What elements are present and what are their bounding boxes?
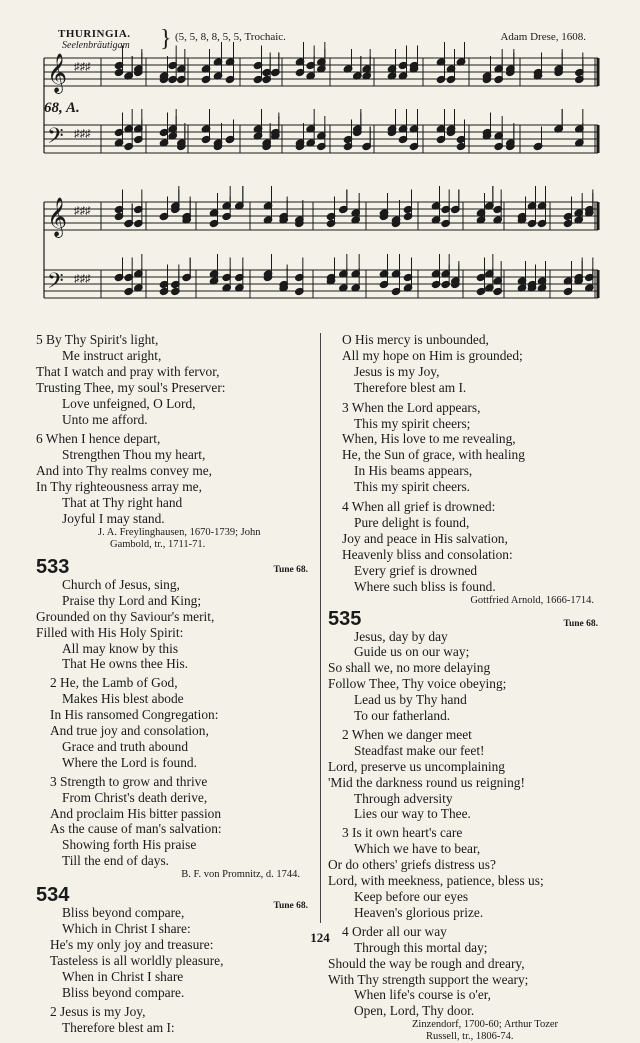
attribution: Gottfried Arnold, 1666-1714. [328, 595, 598, 607]
svg-text:♯♯♯: ♯♯♯ [74, 61, 91, 73]
hymn-number: 534 [36, 885, 308, 905]
verse-line: From Christ's death derive, [36, 790, 308, 806]
verse-line: That at Thy right hand [36, 495, 308, 511]
tune-reference: Tune 68. [564, 617, 599, 633]
verse-line: So shall we, no more delaying [328, 660, 598, 676]
hymn-number: 535 [328, 609, 598, 629]
verse-line: 'Mid the darkness round us reigning! [328, 775, 598, 791]
verse-line: Heavenly bliss and consolation: [328, 547, 598, 563]
verse-line: This my spirit cheers. [328, 479, 598, 495]
verse-line: 4 When all grief is drowned: [328, 499, 598, 515]
attribution: Gambold, tr., 1711-71. [36, 539, 308, 551]
verse-line: Follow Thee, Thy voice obeying; [328, 676, 598, 692]
svg-text:♯♯♯: ♯♯♯ [74, 273, 91, 285]
tune-alt-name: Seelenbräutigam [62, 40, 130, 51]
verse-line: Tasteless is all worldly pleasure, [36, 953, 308, 969]
verse-line: In His ransomed Congregation: [36, 707, 308, 723]
verse-line: Lies our way to Thee. [328, 806, 598, 822]
verse-line: In Thy righteousness array me, [36, 479, 308, 495]
verse-line: Which we have to bear, [328, 841, 598, 857]
verse-line: Therefore blest am I: [36, 1020, 308, 1036]
verse-line: 2 When we danger meet [328, 727, 598, 743]
verse-line: Or do others' griefs distress us? [328, 857, 598, 873]
hymn-number: 533 [36, 557, 308, 577]
verse-line: Lead us by Thy hand [328, 692, 598, 708]
verse-line: Bliss beyond compare, [36, 905, 308, 921]
attribution: J. A. Freylinghausen, 1670-1739; John [36, 527, 308, 539]
verse-line: And into Thy realms convey me, [36, 463, 308, 479]
stanza [328, 629, 598, 724]
verse-line: Joy and peace in His salvation, [328, 531, 598, 547]
verse-line: Grace and truth abound [36, 739, 308, 755]
verse-line: Showing forth His praise [36, 837, 308, 853]
verse-line: Should the way be rough and dreary, [328, 956, 598, 972]
verse-line: Heaven's glorious prize. [328, 905, 598, 921]
verse-line: Therefore blest am I. [328, 380, 598, 396]
attribution: Zinzendorf, 1700-60; Arthur Tozer [328, 1019, 598, 1031]
tune-name: THURINGIA. [58, 28, 131, 40]
verse-line: Through adversity [328, 791, 598, 807]
verse-line: He's my only joy and treasure: [36, 937, 308, 953]
verse-line: Filled with His Holy Spirit: [36, 625, 308, 641]
verse-line: When, His love to me revealing, [328, 431, 598, 447]
attribution: Russell, tr., 1806-74. [328, 1031, 598, 1043]
hymn-533 [36, 557, 308, 881]
stanza [328, 499, 598, 594]
stanza [36, 905, 308, 1000]
meter: (5, 5, 8, 8, 5, 5, Trochaic. [175, 31, 286, 43]
verse-line: In His beams appears, [328, 463, 598, 479]
hymn-534 [36, 885, 308, 1035]
verse-line: 6 When I hence depart, [36, 431, 308, 447]
verse-line: O His mercy is unbounded, [328, 332, 598, 348]
stanza [328, 400, 598, 495]
verse-line: 3 When the Lord appears, [328, 400, 598, 416]
verse-line: And true joy and consolation, [36, 723, 308, 739]
stanza-prev-5 [36, 332, 308, 427]
verse-line: Through this mortal day; [328, 940, 598, 956]
verse-line: Jesus, day by day [328, 629, 598, 645]
attribution: B. F. von Promnitz, d. 1744. [36, 869, 308, 881]
stanza [36, 577, 308, 672]
brace: } [160, 27, 172, 51]
verse-line: When in Christ I share [36, 969, 308, 985]
stanza [36, 1004, 308, 1036]
tune-reference: Tune 68. [274, 563, 309, 579]
verse-line: 3 Strength to grow and thrive [36, 774, 308, 790]
svg-text:𝄞: 𝄞 [47, 54, 67, 94]
verse-line: Praise thy Lord and King; [36, 593, 308, 609]
verse-line: Lord, preserve us uncomplaining [328, 759, 598, 775]
tune-reference: Tune 68. [274, 899, 309, 915]
tune-number: 68, A. [44, 100, 80, 117]
verse-line: Lord, with meekness, patience, bless us; [328, 873, 598, 889]
verse-line: Jesus is my Joy, [328, 364, 598, 380]
verse-line: When life's course is o'er, [328, 987, 598, 1003]
verse-line: 2 He, the Lamb of God, [36, 675, 308, 691]
verse-line: Unto me afford. [36, 412, 308, 428]
verse-line: Pure delight is found, [328, 515, 598, 531]
svg-text:♯♯♯: ♯♯♯ [74, 128, 91, 140]
verse-line: 5 By Thy Spirit's light, [36, 332, 308, 348]
verse-line: Love unfeigned, O Lord, [36, 396, 308, 412]
verse-line: To our fatherland. [328, 708, 598, 724]
stanza [328, 825, 598, 920]
hymn-535 [328, 609, 598, 1043]
verse-line: Which in Christ I share: [36, 921, 308, 937]
verse-line: Me instruct aright, [36, 348, 308, 364]
verse-line: That He owns thee His. [36, 656, 308, 672]
verse-line: Makes His blest abode [36, 691, 308, 707]
verse-line: All may know by this [36, 641, 308, 657]
svg-text:𝄢: 𝄢 [47, 124, 64, 153]
stanza [328, 727, 598, 822]
verse-line: This my spirit cheers; [328, 416, 598, 432]
stanza [36, 774, 308, 869]
svg-text:♯♯♯: ♯♯♯ [74, 205, 91, 217]
page-number: 124 [0, 930, 640, 946]
stanza-prev-6 [36, 431, 308, 526]
verse-line: 3 Is it own heart's care [328, 825, 598, 841]
verse-line: Open, Lord, Thy door. [328, 1003, 598, 1019]
verse-line: Grounded on thy Saviour's merit, [36, 609, 308, 625]
verse-line: All my hope on Him is grounded; [328, 348, 598, 364]
verse-line: Church of Jesus, sing, [36, 577, 308, 593]
verse-line: Trusting Thee, my soul's Preserver: [36, 380, 308, 396]
verse-line: He, the Sun of grace, with healing [328, 447, 598, 463]
verse-line: Steadfast make our feet! [328, 743, 598, 759]
verse-line: 4 Order all our way [328, 924, 598, 940]
verse-line: Where the Lord is found. [36, 755, 308, 771]
column-divider [320, 333, 321, 923]
verse-line: Keep before our eyes [328, 889, 598, 905]
svg-text:𝄢: 𝄢 [47, 269, 64, 298]
verse-line: Guide us on our way; [328, 644, 598, 660]
stanza [36, 675, 308, 770]
verse-line: 2 Jesus is my Joy, [36, 1004, 308, 1020]
verse-line: And proclaim His bitter passion [36, 806, 308, 822]
verse-line: Where such bliss is found. [328, 579, 598, 595]
verse-line: Bliss beyond compare. [36, 985, 308, 1001]
verse-line: Every grief is drowned [328, 563, 598, 579]
stanza-cont [328, 332, 598, 396]
composer: Adam Drese, 1608. [500, 31, 586, 43]
verse-line: Joyful I may stand. [36, 511, 308, 527]
verse-line: Strengthen Thou my heart, [36, 447, 308, 463]
svg-text:𝄞: 𝄞 [47, 198, 67, 238]
verse-line: That I watch and pray with fervor, [36, 364, 308, 380]
verse-line: Till the end of days. [36, 853, 308, 869]
music-score [0, 0, 640, 340]
verse-line: As the cause of man's salvation: [36, 821, 308, 837]
verse-line: With Thy strength support the weary; [328, 972, 598, 988]
